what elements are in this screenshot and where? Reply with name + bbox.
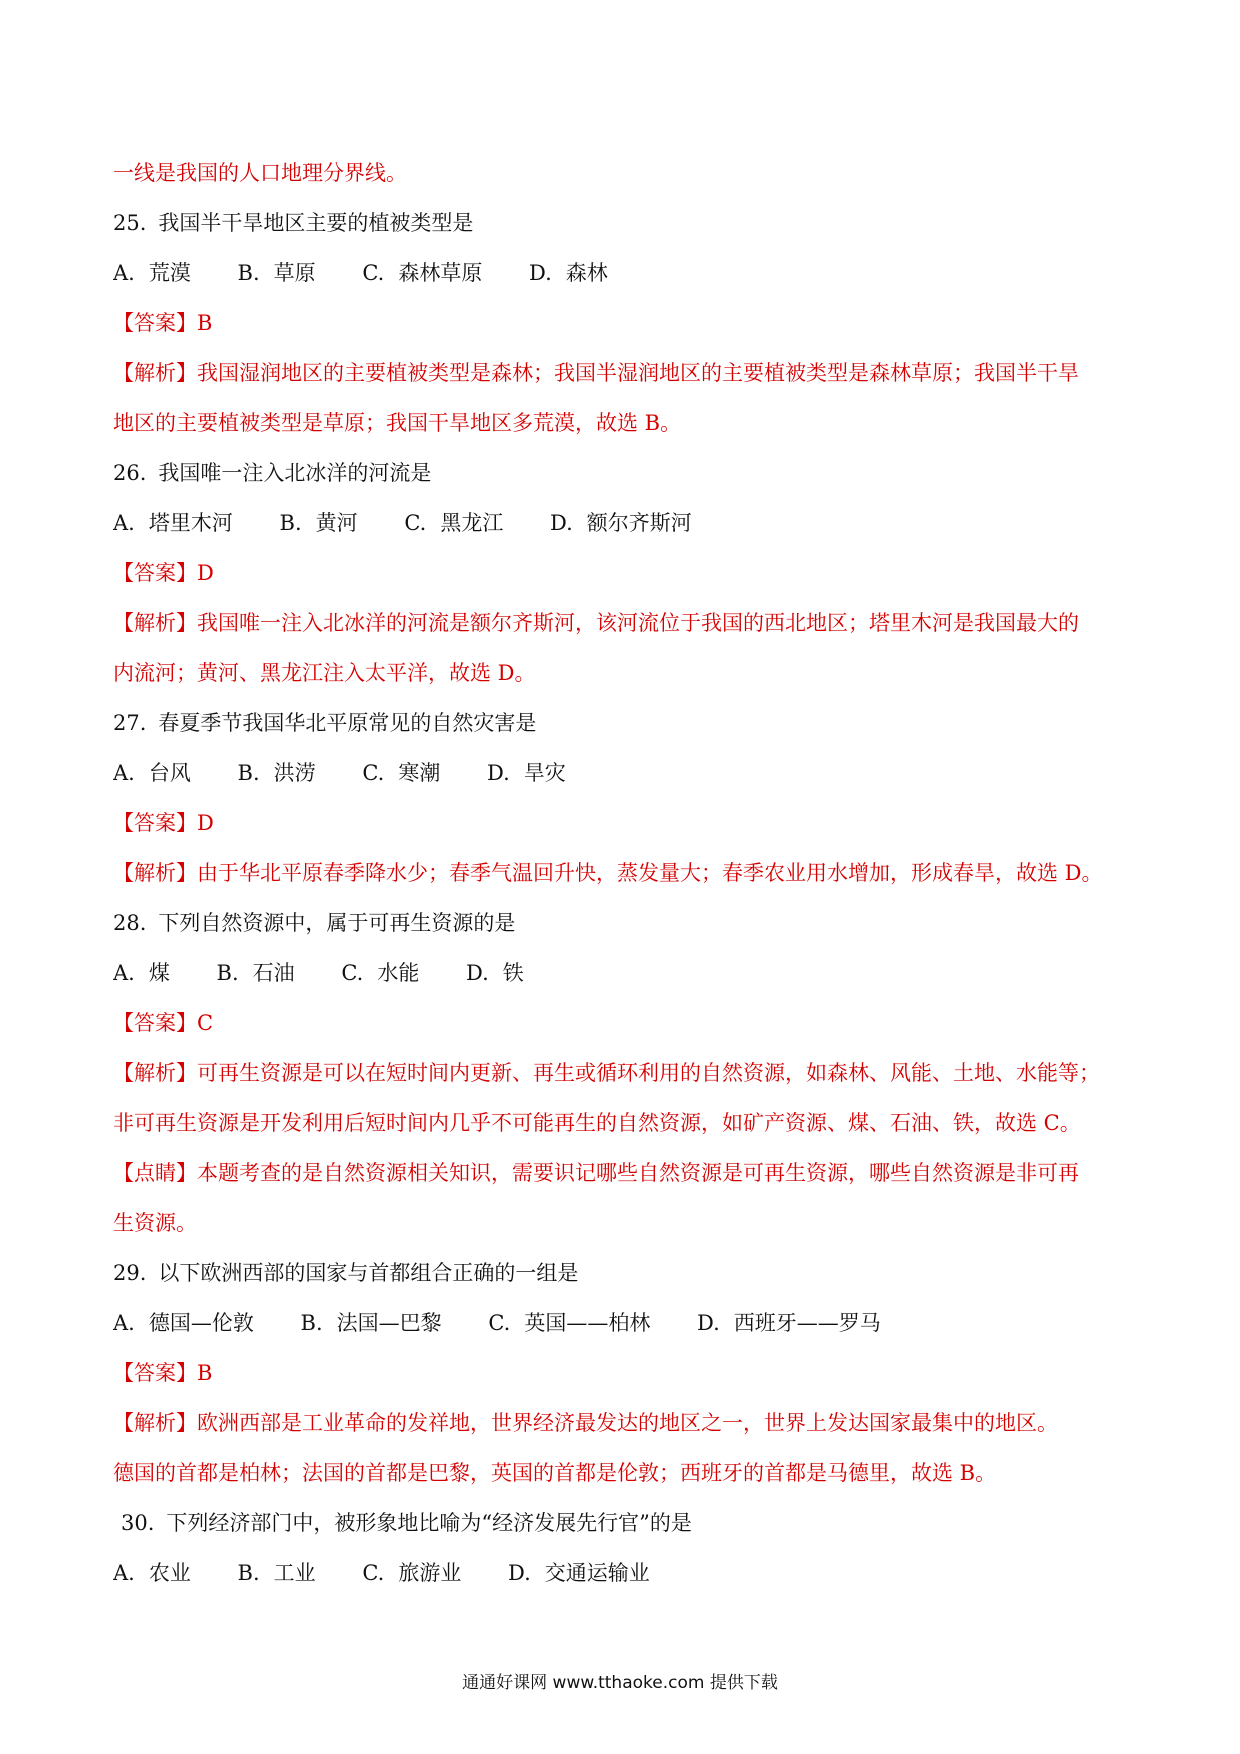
question-27 [113, 698, 1133, 748]
question-number: 29. [113, 1261, 147, 1285]
document-content [113, 148, 1133, 1598]
option-c: C. 黑龙江 [404, 511, 504, 535]
question-number: 30. [121, 1511, 155, 1535]
question-number: 27. [113, 711, 147, 735]
analysis-25-line-1: 【解析】我国湿润地区的主要植被类型是森林；我国半湿润地区的主要植被类型是森林草原；我国半干旱 [113, 361, 1079, 385]
option-a: A. 塔里木河 [113, 511, 233, 535]
option-b: B. 洪涝 [237, 761, 316, 785]
point-tag: 【点睛】 [113, 1161, 197, 1185]
option-a: A. 荒漠 [113, 261, 191, 285]
option-d: D. 额尔齐斯河 [550, 511, 692, 535]
intro-line: 一线是我国的人口地理分界线。 [113, 161, 407, 185]
question-stem: 下列经济部门中，被形象地比喻为“经济发展先行官”的是 [166, 1511, 692, 1535]
options-29 [113, 1298, 1133, 1348]
question-number: 28. [113, 911, 147, 935]
answer-tag: 【答案】 [113, 561, 197, 585]
question-stem: 我国唯一注入北冰洋的河流是 [158, 461, 432, 485]
options-27 [113, 748, 1133, 798]
answer-tag: 【答案】 [113, 1011, 197, 1035]
answer-tag: 【答案】 [113, 811, 197, 835]
option-b: B. 石油 [216, 961, 295, 985]
analysis-tag: 【解析】 [113, 361, 197, 385]
options-26 [113, 498, 1133, 548]
option-d: D. 铁 [466, 961, 524, 985]
analysis-tag: 【解析】 [113, 1411, 197, 1435]
analysis-26-line-2: 内流河；黄河、黑龙江注入太平洋，故选 D。 [113, 661, 536, 685]
option-c: C. 水能 [341, 961, 420, 985]
options-30 [113, 1548, 1133, 1598]
answer-tag: 【答案】 [113, 1361, 197, 1385]
answer-value: C [197, 1011, 214, 1035]
option-d: D. 旱灾 [487, 761, 566, 785]
analysis-29-line-2: 德国的首都是柏林；法国的首都是巴黎，英国的首都是伦敦；西班牙的首都是马德里，故选 B。 [113, 1461, 997, 1485]
analysis-26-line-1: 【解析】我国唯一注入北冰洋的河流是额尔齐斯河，该河流位于我国的西北地区；塔里木河是我国最大的 [113, 611, 1079, 635]
option-c: C. 寒潮 [362, 761, 441, 785]
question-number: 25. [113, 211, 147, 235]
analysis-27-line-1: 【解析】由于华北平原春季降水少；春季气温回升快，蒸发量大；春季农业用水增加，形成春旱，故选 D。 [113, 861, 1103, 885]
option-c: C. 旅游业 [362, 1561, 462, 1585]
question-25 [113, 198, 1133, 248]
question-stem: 下列自然资源中，属于可再生资源的是 [158, 911, 516, 935]
question-29 [113, 1248, 1133, 1298]
option-c: C. 英国——柏林 [488, 1311, 651, 1335]
option-a: A. 德国—伦敦 [113, 1311, 254, 1335]
option-b: B. 法国—巴黎 [300, 1311, 442, 1335]
question-30 [113, 1498, 1133, 1548]
answer-value: B [197, 311, 213, 335]
answer-29 [113, 1348, 1133, 1398]
question-stem: 以下欧洲西部的国家与首都组合正确的一组是 [158, 1261, 579, 1285]
options-25 [113, 248, 1133, 298]
option-d: D. 森林 [529, 261, 608, 285]
analysis-25-line-2: 地区的主要植被类型是草原；我国干旱地区多荒漠，故选 B。 [113, 411, 682, 435]
point-28-line-2: 生资源。 [113, 1211, 197, 1235]
answer-27 [113, 798, 1133, 848]
option-b: B. 草原 [237, 261, 316, 285]
option-b: B. 黄河 [279, 511, 358, 535]
option-a: A. 煤 [113, 961, 170, 985]
analysis-28-line-2: 非可再生资源是开发利用后短时间内几乎不可能再生的自然资源，如矿产资源、煤、石油、铁，故选 C。 [113, 1111, 1081, 1135]
question-stem: 春夏季节我国华北平原常见的自然灾害是 [158, 711, 537, 735]
option-a: A. 农业 [113, 1561, 191, 1585]
analysis-tag: 【解析】 [113, 1061, 197, 1085]
question-26 [113, 448, 1133, 498]
options-28 [113, 948, 1133, 998]
answer-26 [113, 548, 1133, 598]
option-c: C. 森林草原 [362, 261, 483, 285]
option-d: D. 交通运输业 [508, 1561, 650, 1585]
answer-25 [113, 298, 1133, 348]
analysis-29-line-1: 【解析】欧洲西部是工业革命的发祥地，世界经济最发达的地区之一，世界上发达国家最集中的地区。 [113, 1411, 1058, 1435]
option-b: B. 工业 [237, 1561, 316, 1585]
answer-value: D [197, 811, 214, 835]
question-number: 26. [113, 461, 147, 485]
option-a: A. 台风 [113, 761, 191, 785]
analysis-tag: 【解析】 [113, 861, 197, 885]
answer-value: D [197, 561, 214, 585]
option-d: D. 西班牙——罗马 [697, 1311, 881, 1335]
answer-value: B [197, 1361, 213, 1385]
analysis-tag: 【解析】 [113, 611, 197, 635]
answer-28 [113, 998, 1133, 1048]
analysis-28-line-1: 【解析】可再生资源是可以在短时间内更新、再生或循环利用的自然资源，如森林、风能、土地、水能等； [113, 1061, 1100, 1085]
point-28-line-1: 【点睛】本题考查的是自然资源相关知识，需要识记哪些自然资源是可再生资源，哪些自然资源是非可再 [113, 1161, 1079, 1185]
question-stem: 我国半干旱地区主要的植被类型是 [158, 211, 474, 235]
question-28 [113, 898, 1133, 948]
answer-tag: 【答案】 [113, 311, 197, 335]
page-footer: 通通好课网 www.tthaoke.com 提供下载 [462, 1673, 778, 1693]
